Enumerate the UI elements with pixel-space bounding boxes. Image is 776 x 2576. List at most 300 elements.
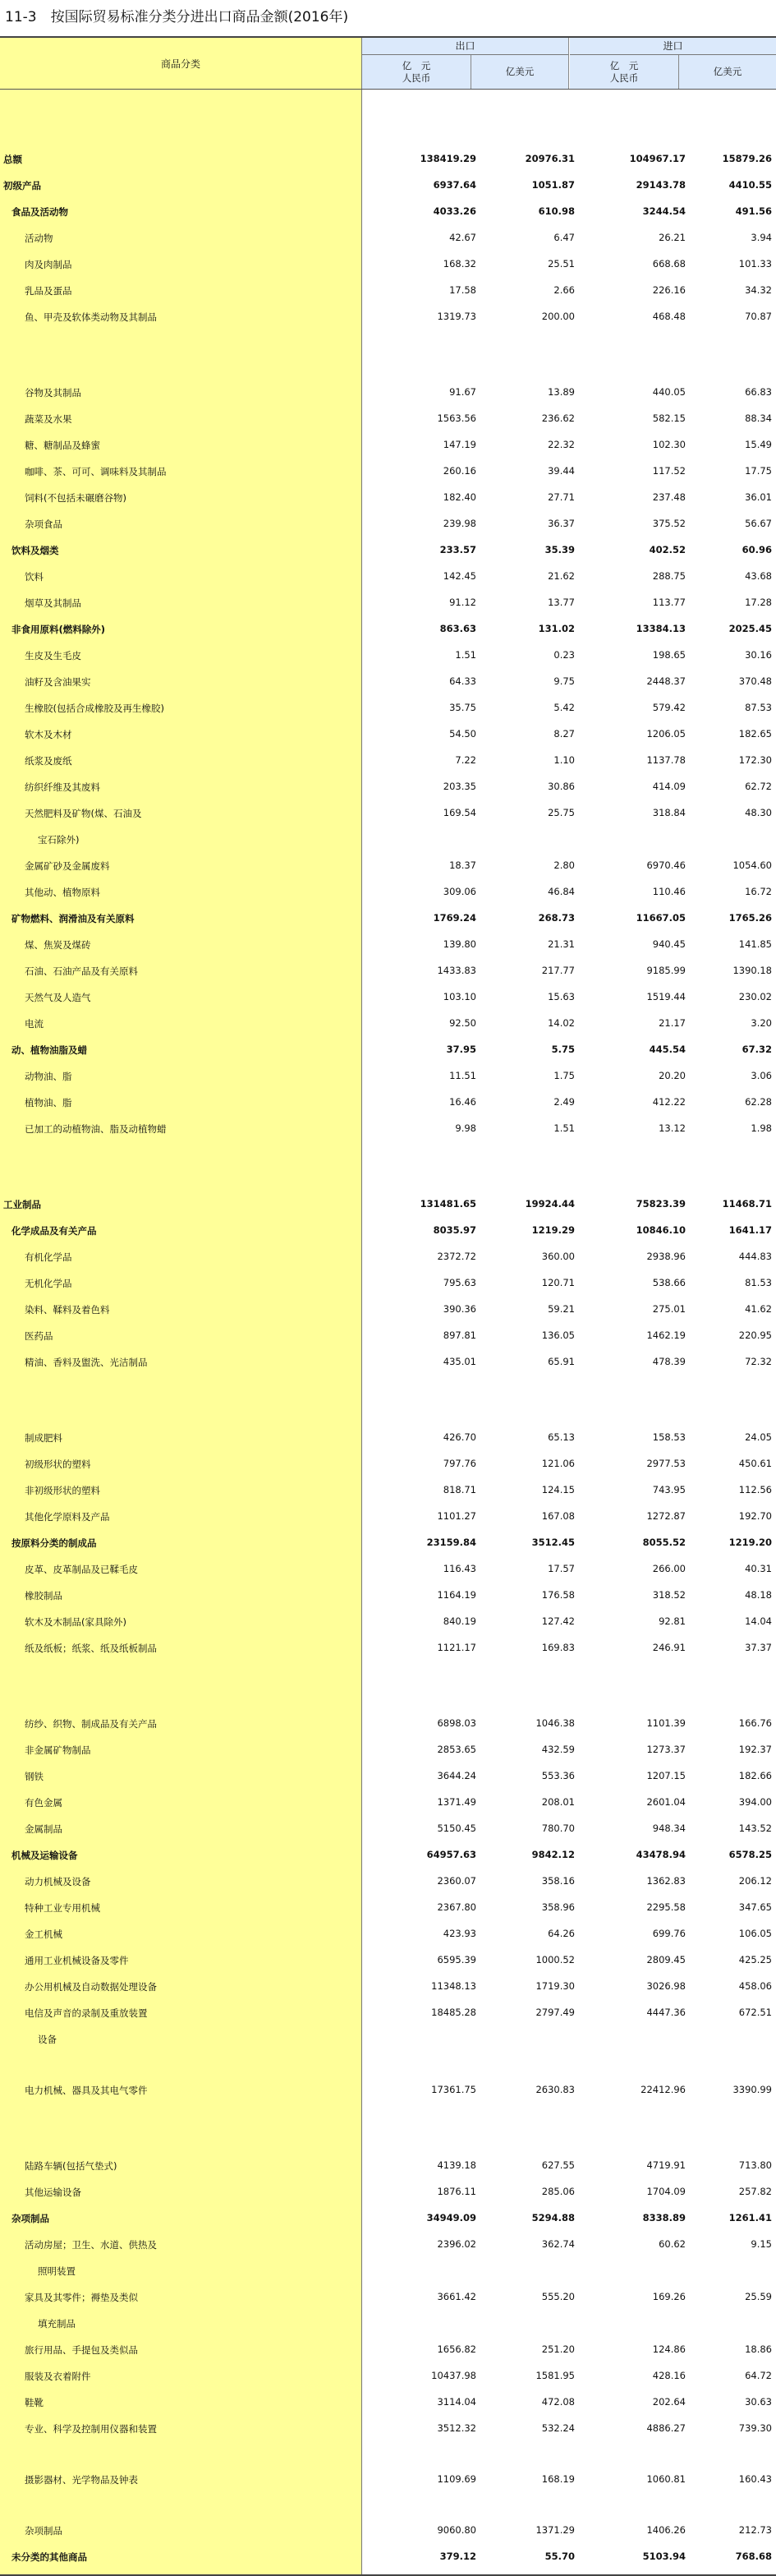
import-usd-value: 17.28 [745, 597, 772, 608]
import-usd-value: 192.70 [738, 1510, 772, 1522]
import-usd-value: 66.83 [745, 386, 772, 398]
category-cell [0, 2362, 362, 2389]
export-usd-value: 200.00 [541, 311, 575, 322]
import-rmb-value: 699.76 [652, 1928, 686, 1939]
export-usd-value: 124.15 [541, 1484, 575, 1495]
export-usd-value: 8.27 [553, 728, 575, 740]
export-usd-value: 121.06 [541, 1458, 575, 1469]
table-row [0, 303, 776, 329]
export-rmb-value: 131481.65 [420, 1198, 476, 1210]
category-cell [0, 1424, 362, 1450]
category-label: 鞋靴 [25, 2397, 44, 2408]
table-row [0, 1115, 776, 1141]
category-cell [0, 1322, 362, 1348]
category-label: 照明装置 [38, 2265, 76, 2277]
table-row [0, 1477, 776, 1503]
export-rmb-value: 116.43 [443, 1563, 476, 1574]
category-label: 天然气及人造气 [25, 992, 91, 1003]
table-row [0, 1062, 776, 1089]
category-label: 非食用原料(燃料除外) [11, 624, 106, 635]
import-rmb-value: 1704.09 [646, 2186, 686, 2197]
export-rmb-value: 17361.75 [431, 2084, 476, 2095]
import-header: 进口 [570, 38, 776, 55]
category-cell [0, 2415, 362, 2441]
category-cell [0, 431, 362, 458]
export-rmb-value: 6595.39 [437, 1954, 476, 1965]
category-cell [0, 2310, 362, 2336]
export-usd-value: 2.80 [553, 859, 575, 871]
category-label: 软木及木材 [25, 729, 72, 740]
import-rmb-value: 445.54 [649, 1044, 686, 1055]
export-rmb-value: 239.98 [443, 518, 476, 529]
table-row [0, 563, 776, 589]
table-row [0, 589, 776, 615]
export-rmb-value: 35.75 [449, 702, 476, 713]
table-row [0, 2283, 776, 2310]
export-rmb-value: 18485.28 [431, 2007, 476, 2018]
category-cell [0, 198, 362, 224]
table-row [0, 2025, 776, 2052]
category-label: 生橡胶(包括合成橡胶及再生橡胶) [25, 703, 164, 714]
category-label: 已加工的动植物油、脂及动植物蜡 [25, 1123, 167, 1135]
export-rmb-value: 260.16 [443, 465, 476, 477]
table-row [0, 484, 776, 510]
import-rmb-value: 402.52 [649, 544, 686, 555]
export-rmb-value: 897.81 [443, 1329, 476, 1341]
export-usd-value: 1581.95 [535, 2370, 575, 2381]
category-label: 陆路车辆(包括气垫式) [25, 2160, 117, 2172]
table-row [0, 1296, 776, 1322]
import-usd-value: 40.31 [745, 1563, 772, 1574]
import-usd-value: 24.05 [745, 1431, 772, 1443]
table-row [0, 905, 776, 931]
import-usd-value: 106.05 [738, 1928, 772, 1939]
table-row [0, 1710, 776, 1736]
category-label: 总额 [3, 154, 22, 165]
import-usd-value: 62.72 [745, 781, 772, 792]
table-row [0, 1503, 776, 1529]
import-rmb-value: 226.16 [652, 284, 686, 296]
category-label: 杂项制品 [11, 2213, 49, 2224]
export-usd-value: 532.24 [541, 2422, 575, 2434]
export-rmb-value: 64.33 [449, 675, 476, 687]
category-cell [0, 1710, 362, 1736]
export-usd-value: 432.59 [541, 1744, 575, 1755]
table-row [0, 277, 776, 303]
category-cell [0, 852, 362, 878]
category-cell [0, 878, 362, 905]
category-label: 谷物及其制品 [25, 387, 81, 399]
table-row [0, 510, 776, 537]
import-usd-value: 370.48 [738, 675, 772, 687]
category-label: 电力机械、器具及其电气零件 [25, 2085, 148, 2096]
category-label: 宝石除外) [38, 834, 80, 846]
category-cell [0, 2257, 362, 2283]
export-rmb-value: 423.93 [443, 1928, 476, 1939]
category-label: 金工机械 [25, 1929, 62, 1940]
category-cell [0, 1999, 362, 2025]
category-cell [0, 1736, 362, 1763]
category-cell [0, 458, 362, 484]
table-row [0, 878, 776, 905]
import-usd-value: 87.53 [745, 702, 772, 713]
table-row [0, 1010, 776, 1036]
trade-table [0, 36, 776, 2563]
import-usd-value: 2025.45 [728, 623, 772, 634]
category-label: 精油、香料及盥洗、光洁制品 [25, 1357, 148, 1368]
category-cell [0, 224, 362, 251]
category-label: 煤、焦炭及煤砖 [25, 939, 91, 951]
category-cell [0, 405, 362, 431]
export-rmb-value: 390.36 [443, 1303, 476, 1315]
category-label: 填充制品 [38, 2318, 76, 2329]
import-usd-value: 25.59 [745, 2291, 772, 2302]
import-rmb-value: 13384.13 [636, 623, 686, 634]
import-usd-value: 72.32 [745, 1356, 772, 1367]
import-usd-value: 15879.26 [722, 153, 772, 164]
import-usd-value: 30.16 [745, 649, 772, 661]
category-label: 特种工业专用机械 [25, 1902, 100, 1914]
category-cell [0, 931, 362, 957]
table-row [0, 773, 776, 800]
category-cell [0, 1868, 362, 1894]
export-rmb-value: 797.76 [443, 1458, 476, 1469]
export-usd-value: 217.77 [541, 965, 575, 976]
currency-label: 人民币 [609, 71, 639, 84]
category-label: 杂项食品 [25, 518, 62, 530]
import-usd-value: 16.72 [745, 886, 772, 897]
export-usd-value: 65.13 [548, 1431, 575, 1443]
import-usd-value: 1261.41 [728, 2212, 772, 2223]
export-usd-value: 1051.87 [531, 179, 575, 191]
table-row [0, 431, 776, 458]
table-row [0, 1450, 776, 1477]
category-label: 植物油、脂 [25, 1097, 72, 1108]
header-divider [568, 38, 569, 89]
table-row [0, 172, 776, 198]
table-row [0, 198, 776, 224]
table-row [0, 1217, 776, 1243]
import-usd-value: 1219.20 [728, 1537, 772, 1548]
import-usd-value: 3.94 [751, 232, 772, 243]
category-cell [0, 984, 362, 1010]
category-cell [0, 1296, 362, 1322]
import-rmb-value: 414.09 [652, 781, 686, 792]
export-usd-value: 2.66 [553, 284, 575, 296]
table-row [0, 721, 776, 747]
table-row [0, 1608, 776, 1634]
import-usd-value: 3390.99 [732, 2084, 772, 2095]
import-rmb-value: 2809.45 [646, 1954, 686, 1965]
export-usd-value: 358.96 [541, 1901, 575, 1913]
import-rmb-value: 1462.19 [646, 1329, 686, 1341]
unit-label: 亿美元 [713, 66, 742, 77]
import-rmb-value: 75823.39 [636, 1198, 686, 1210]
export-usd-value: 5294.88 [531, 2212, 575, 2223]
import-rmb-value: 8055.52 [642, 1537, 686, 1548]
export-rmb-value: 4139.18 [437, 2159, 476, 2171]
export-usd-value: 64.26 [548, 1928, 575, 1939]
import-rmb-value: 318.52 [652, 1589, 686, 1601]
category-cell [0, 1036, 362, 1062]
import-rmb-value: 92.81 [659, 1615, 686, 1627]
import-rmb-value: 26.21 [659, 232, 686, 243]
import-usd-value: 101.33 [738, 258, 772, 270]
import-rmb-value: 582.15 [652, 412, 686, 424]
import-usd-value: 672.51 [738, 2007, 772, 2018]
export-rmb-value: 91.67 [449, 386, 476, 398]
export-rmb-value: 2853.65 [437, 1744, 476, 1755]
category-cell [0, 1217, 362, 1243]
import-rmb-value: 246.91 [652, 1642, 686, 1653]
import-usd-value: 394.00 [738, 1796, 772, 1808]
category-label: 纺纱、织物、制成品及有关产品 [25, 1718, 157, 1730]
import-rmb-value: 1406.26 [646, 2524, 686, 2536]
category-label: 食品及活动物 [11, 206, 68, 218]
import-usd-value: 491.56 [735, 205, 772, 217]
import-rmb-value: 743.95 [652, 1484, 686, 1495]
import-rmb-value: 198.65 [652, 649, 686, 661]
import-usd-value: 4410.55 [728, 179, 772, 191]
export-usd-value: 360.00 [541, 1251, 575, 1262]
export-usd-value: 1046.38 [535, 1717, 575, 1729]
export-rmb-value: 1433.83 [437, 965, 476, 976]
category-cell [0, 826, 362, 852]
category-label: 饲料(不包括未碾磨谷物) [25, 492, 126, 504]
import-rmb-value: 11667.05 [636, 912, 686, 924]
category-cell [0, 721, 362, 747]
export-usd-value: 0.23 [553, 649, 575, 661]
category-cell [0, 615, 362, 642]
table-row [0, 826, 776, 852]
export-usd-value: 36.37 [548, 518, 575, 529]
category-label: 服装及衣着附件 [25, 2371, 91, 2382]
category-label: 未分类的其他商品 [11, 2551, 87, 2563]
export-rmb-value: 11348.13 [431, 1980, 476, 1992]
import-rmb-value: 169.26 [652, 2291, 686, 2302]
import-rmb-value: 412.22 [652, 1096, 686, 1108]
import-usd-value: 9.15 [751, 2238, 772, 2250]
export-rmb-value: 2396.02 [437, 2238, 476, 2250]
import-rmb-value: 468.48 [652, 311, 686, 322]
import-rmb-value: 2601.04 [646, 1796, 686, 1808]
import-usd-value: 713.80 [738, 2159, 772, 2171]
import-rmb-value: 3026.98 [646, 1980, 686, 1992]
category-cell [0, 2152, 362, 2178]
category-cell [0, 1789, 362, 1815]
import-usd-value: 41.62 [745, 1303, 772, 1315]
import-usd-value: 206.12 [738, 1875, 772, 1887]
export-usd-header [471, 55, 568, 89]
export-usd-value: 22.32 [548, 439, 575, 450]
import-usd-value: 1765.26 [728, 912, 772, 924]
table-row [0, 957, 776, 984]
category-cell [0, 1477, 362, 1503]
import-usd-value: 18.86 [745, 2343, 772, 2355]
import-usd-value: 56.67 [745, 518, 772, 529]
export-usd-value: 20976.31 [525, 153, 575, 164]
category-cell [0, 642, 362, 668]
import-rmb-value: 110.46 [652, 886, 686, 897]
category-cell [0, 747, 362, 773]
category-cell [0, 2205, 362, 2231]
import-rmb-value: 1207.15 [646, 1770, 686, 1781]
import-usd-value: 1.98 [751, 1122, 772, 1134]
export-rmb-value: 1.51 [455, 649, 476, 661]
import-rmb-value: 117.52 [652, 465, 686, 477]
table-row [0, 747, 776, 773]
import-rmb-value: 9185.99 [646, 965, 686, 976]
category-label: 烟草及其制品 [25, 597, 81, 609]
import-rmb-value: 538.66 [652, 1277, 686, 1288]
import-rmb-value: 266.00 [652, 1563, 686, 1574]
import-rmb-value: 2938.96 [646, 1251, 686, 1262]
export-usd-value: 46.84 [548, 886, 575, 897]
category-label: 石油、石油产品及有关原料 [25, 965, 138, 977]
category-cell [0, 694, 362, 721]
export-rmb-value: 103.10 [443, 991, 476, 1002]
category-label: 非初级形状的塑料 [25, 1485, 100, 1496]
import-usd-value: 143.52 [738, 1823, 772, 1834]
category-cell [0, 2543, 362, 2569]
table-row [0, 2257, 776, 2283]
category-label: 有色金属 [25, 1797, 62, 1809]
category-cell [0, 1582, 362, 1608]
export-usd-value: 167.08 [541, 1510, 575, 1522]
import-usd-value: 14.04 [745, 1615, 772, 1627]
import-rmb-value: 1137.78 [646, 754, 686, 766]
category-cell [0, 2336, 362, 2362]
category-cell [0, 172, 362, 198]
import-rmb-value: 579.42 [652, 702, 686, 713]
export-header: 出口 [362, 38, 568, 55]
export-rmb-value: 2360.07 [437, 1875, 476, 1887]
export-rmb-value: 6898.03 [437, 1717, 476, 1729]
category-label: 杂项制品 [25, 2525, 62, 2537]
category-cell [0, 1062, 362, 1089]
export-rmb-value: 4033.26 [433, 205, 476, 217]
export-rmb-value: 309.06 [443, 886, 476, 897]
import-usd-value: 64.72 [745, 2370, 772, 2381]
export-rmb-value: 34949.09 [426, 2212, 476, 2223]
table-row [0, 458, 776, 484]
import-rmb-header [570, 55, 678, 89]
table-row [0, 145, 776, 172]
export-rmb-value: 10437.98 [431, 2370, 476, 2381]
export-usd-value: 1219.29 [531, 1224, 575, 1236]
export-rmb-value: 5150.45 [437, 1823, 476, 1834]
table-row [0, 615, 776, 642]
export-usd-value: 55.70 [544, 2551, 575, 2562]
category-label: 活动物 [25, 233, 53, 244]
import-rmb-value: 478.39 [652, 1356, 686, 1367]
category-label: 生皮及生毛皮 [25, 650, 81, 661]
category-cell [0, 2178, 362, 2205]
category-label: 电流 [25, 1018, 44, 1030]
import-rmb-value: 5103.94 [642, 2551, 686, 2562]
table-row [0, 379, 776, 405]
category-label: 其他运输设备 [25, 2187, 81, 2198]
import-rmb-value: 375.52 [652, 518, 686, 529]
export-usd-value: 285.06 [541, 2186, 575, 2197]
category-label: 饮料 [25, 571, 44, 583]
export-usd-value: 168.19 [541, 2473, 575, 2485]
export-rmb-value: 147.19 [443, 439, 476, 450]
table-row [0, 2517, 776, 2543]
import-rmb-value: 6970.46 [646, 859, 686, 871]
table-row [0, 2336, 776, 2362]
category-cell [0, 2389, 362, 2415]
table-row [0, 2205, 776, 2231]
import-usd-value: 1390.18 [732, 965, 772, 976]
category-cell [0, 2076, 362, 2103]
import-rmb-value: 20.20 [659, 1070, 686, 1081]
export-rmb-value: 2372.72 [437, 1251, 476, 1262]
import-rmb-value: 2977.53 [646, 1458, 686, 1469]
export-usd-value: 120.71 [541, 1277, 575, 1288]
import-usd-value: 67.32 [742, 1044, 772, 1055]
category-cell [0, 1503, 362, 1529]
export-usd-value: 21.31 [548, 938, 575, 950]
table-row [0, 2466, 776, 2492]
category-label: 肉及肉制品 [25, 259, 72, 270]
export-rmb-value: 8035.97 [433, 1224, 476, 1236]
export-rmb-value: 203.35 [443, 781, 476, 792]
category-cell [0, 2466, 362, 2492]
import-rmb-value: 1060.81 [646, 2473, 686, 2485]
export-rmb-value: 6937.64 [433, 179, 476, 191]
table-row [0, 251, 776, 277]
import-usd-value: 182.66 [738, 1770, 772, 1781]
export-rmb-header [362, 55, 471, 89]
import-rmb-value: 102.30 [652, 439, 686, 450]
table-row [0, 224, 776, 251]
export-rmb-value: 435.01 [443, 1356, 476, 1367]
export-usd-value: 1.51 [553, 1122, 575, 1134]
table-row [0, 852, 776, 878]
export-rmb-value: 3661.42 [437, 2291, 476, 2302]
table-row [0, 1841, 776, 1868]
import-rmb-value: 1206.05 [646, 728, 686, 740]
import-usd-value: 15.49 [745, 439, 772, 450]
export-rmb-value: 1371.49 [437, 1796, 476, 1808]
category-cell [0, 1529, 362, 1555]
category-label: 软木及木制品(家具除外) [25, 1616, 126, 1628]
table-row [0, 2543, 776, 2569]
export-usd-value: 25.75 [548, 807, 575, 818]
export-rmb-value: 138419.29 [420, 153, 476, 164]
import-usd-value: 220.95 [738, 1329, 772, 1341]
export-rmb-value: 7.22 [455, 754, 476, 766]
table-row [0, 1424, 776, 1450]
export-usd-value: 35.39 [544, 544, 575, 555]
category-cell [0, 1010, 362, 1036]
table-row [0, 1999, 776, 2025]
export-rmb-value: 11.51 [449, 1070, 476, 1081]
export-rmb-value: 16.46 [449, 1096, 476, 1108]
unit-label: 亿美元 [505, 66, 535, 77]
export-usd-value: 169.83 [541, 1642, 575, 1653]
category-label: 办公用机械及自动数据处理设备 [25, 1981, 157, 1993]
import-usd-header [679, 55, 776, 89]
import-rmb-value: 8338.89 [642, 2212, 686, 2223]
export-rmb-value: 1769.24 [433, 912, 476, 924]
import-usd-value: 257.82 [738, 2186, 772, 2197]
export-rmb-value: 168.32 [443, 258, 476, 270]
category-label: 动物油、脂 [25, 1071, 72, 1082]
export-usd-value: 176.58 [541, 1589, 575, 1601]
category-label: 工业制品 [3, 1199, 41, 1210]
